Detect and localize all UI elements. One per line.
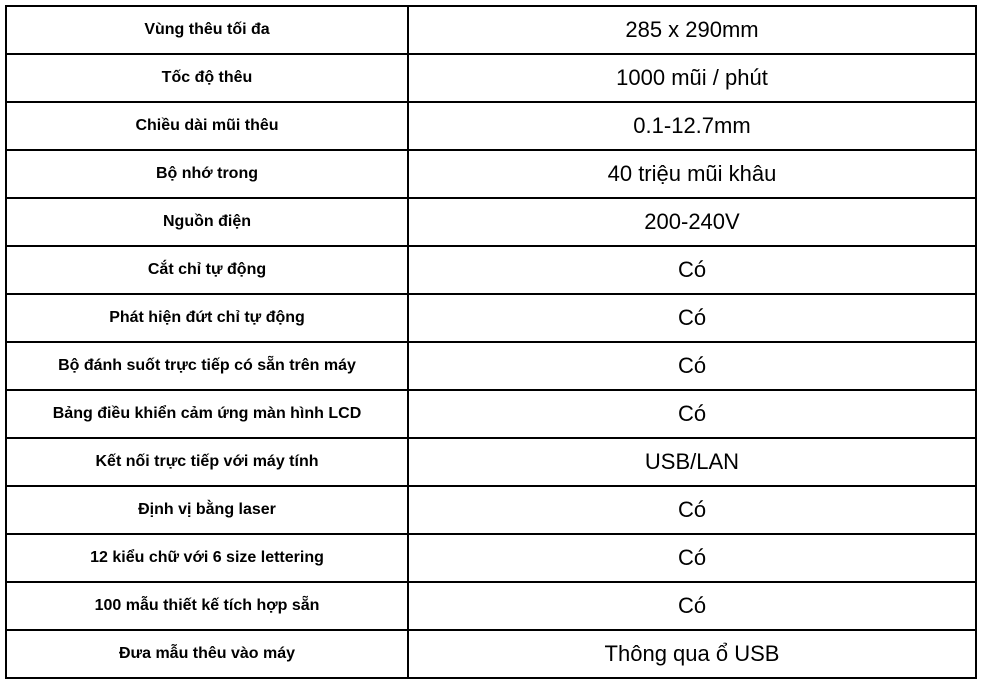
spec-label: Kết nối trực tiếp với máy tính: [6, 438, 408, 486]
table-row: [6, 102, 976, 150]
table-row: [6, 6, 976, 54]
table-row: [6, 390, 976, 438]
table-row: [6, 438, 976, 486]
table-row: [6, 630, 976, 678]
table-row: [6, 54, 976, 102]
spec-value: Có: [408, 486, 976, 534]
spec-label: Chiều dài mũi thêu: [6, 102, 408, 150]
table-row: [6, 246, 976, 294]
spec-label: Bộ đánh suốt trực tiếp có sẵn trên máy: [6, 342, 408, 390]
spec-table: [5, 5, 977, 679]
spec-label: Đưa mẫu thêu vào máy: [6, 630, 408, 678]
spec-value: Có: [408, 246, 976, 294]
spec-value: Có: [408, 294, 976, 342]
spec-label: Cắt chỉ tự động: [6, 246, 408, 294]
spec-value: Có: [408, 342, 976, 390]
table-row: [6, 486, 976, 534]
spec-value: Thông qua ổ USB: [408, 630, 976, 678]
spec-label: Bộ nhớ trong: [6, 150, 408, 198]
table-row: [6, 582, 976, 630]
table-row: [6, 534, 976, 582]
spec-value: 40 triệu mũi khâu: [408, 150, 976, 198]
spec-value: 1000 mũi / phút: [408, 54, 976, 102]
table-row: [6, 150, 976, 198]
table-row: [6, 294, 976, 342]
spec-label: 100 mẫu thiết kế tích hợp sẵn: [6, 582, 408, 630]
spec-label: Tốc độ thêu: [6, 54, 408, 102]
spec-label: Phát hiện đứt chỉ tự động: [6, 294, 408, 342]
spec-value: 200-240V: [408, 198, 976, 246]
spec-value: Có: [408, 390, 976, 438]
spec-label: Vùng thêu tối đa: [6, 6, 408, 54]
spec-value: Có: [408, 582, 976, 630]
spec-value: 285 x 290mm: [408, 6, 976, 54]
spec-label: 12 kiểu chữ với 6 size lettering: [6, 534, 408, 582]
table-row: [6, 342, 976, 390]
spec-value: 0.1-12.7mm: [408, 102, 976, 150]
spec-label: Định vị bằng laser: [6, 486, 408, 534]
spec-value: USB/LAN: [408, 438, 976, 486]
spec-value: Có: [408, 534, 976, 582]
table-row: [6, 198, 976, 246]
spec-label: Nguồn điện: [6, 198, 408, 246]
spec-label: Bảng điều khiển cảm ứng màn hình LCD: [6, 390, 408, 438]
